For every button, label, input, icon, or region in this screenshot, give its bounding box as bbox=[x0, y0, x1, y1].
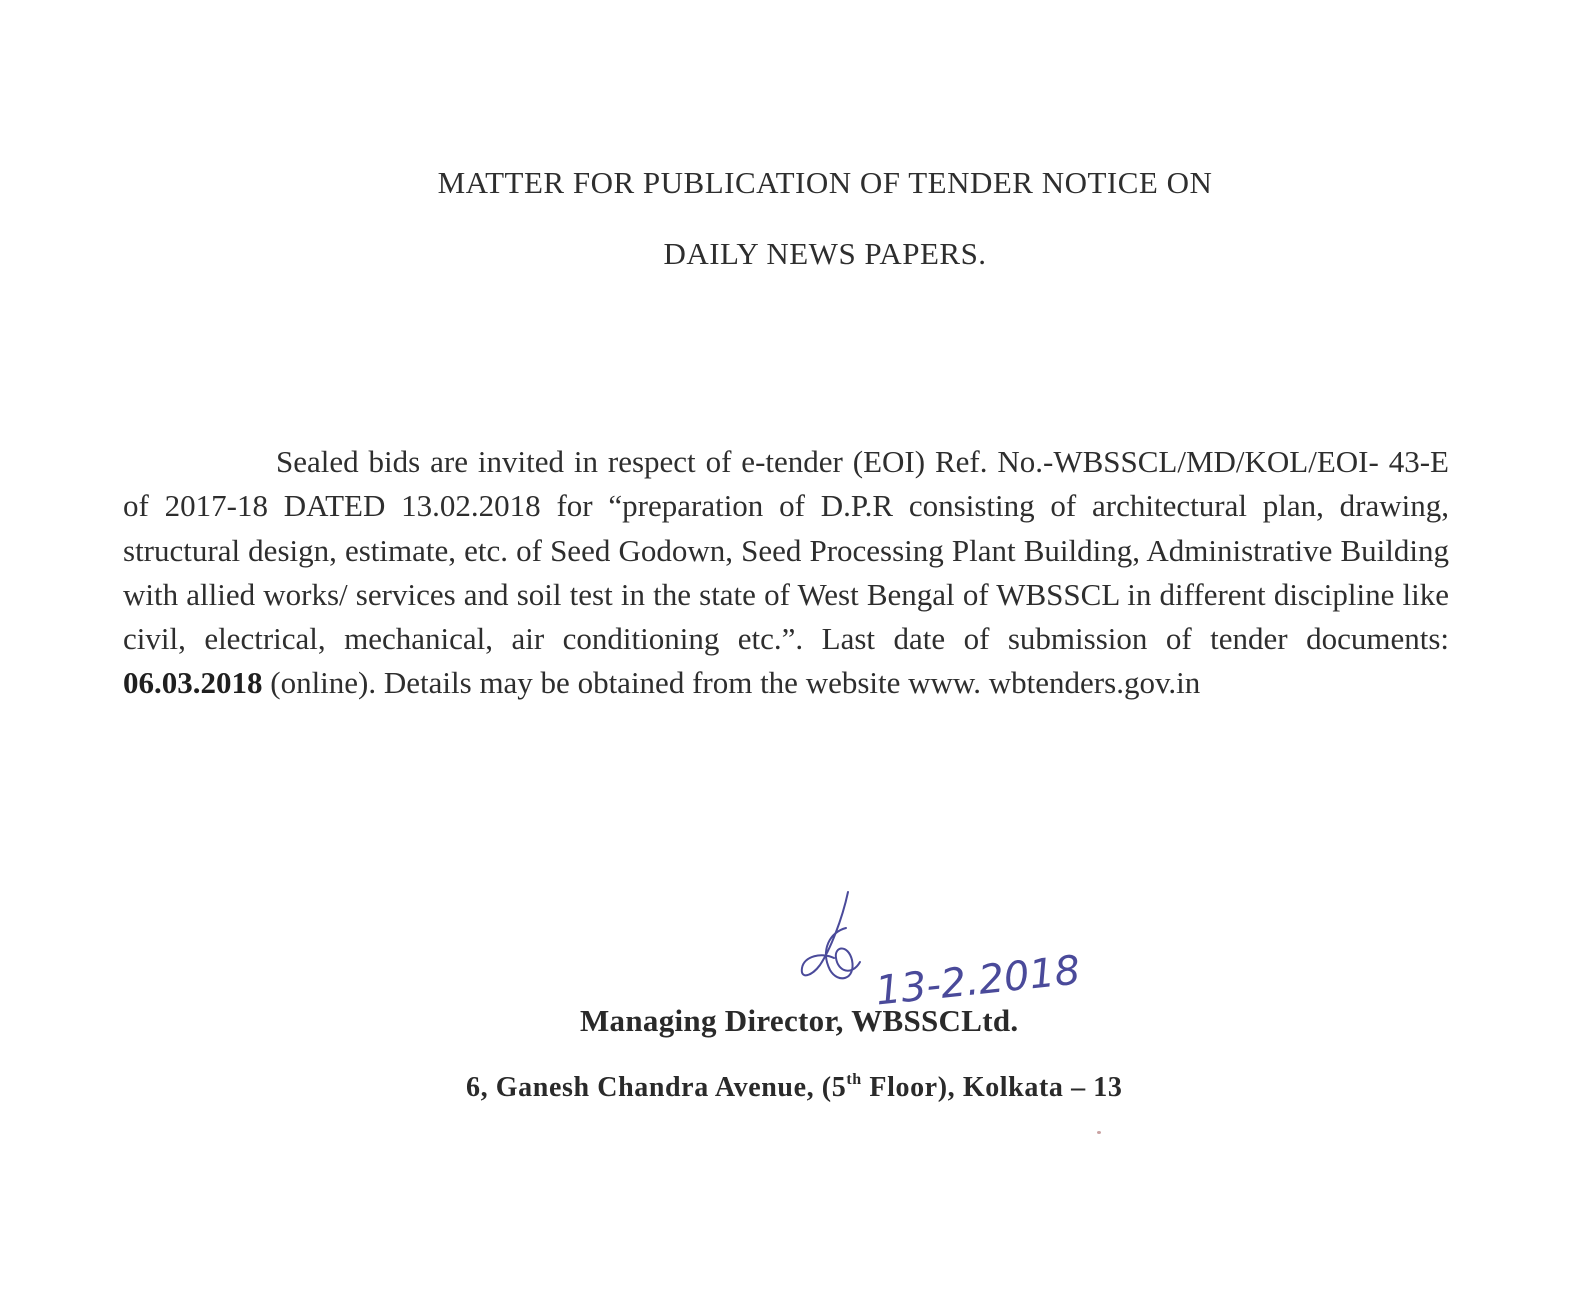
notice-body bbox=[123, 440, 1449, 706]
notice-heading-line-1: MATTER FOR PUBLICATION OF TENDER NOTICE ON bbox=[437, 165, 1213, 200]
signature-stroke-1 bbox=[802, 892, 848, 975]
signatory-title: Managing Director, WBSSCLtd. bbox=[580, 1003, 1019, 1038]
address-ordinal-suffix: th bbox=[846, 1071, 862, 1088]
notice-heading-line-2: DAILY NEWS PAPERS. bbox=[663, 236, 987, 271]
signature-drawing bbox=[790, 880, 1090, 1020]
last-submission-date: 06.03.2018 bbox=[123, 665, 263, 701]
notice-text-after-date: (online). Details may be obtained from the website www. wbtenders.gov.in bbox=[270, 665, 1201, 701]
handwritten-signature bbox=[790, 880, 1090, 1020]
scan-speck bbox=[1097, 1131, 1101, 1134]
office-address bbox=[466, 1071, 1122, 1104]
handwritten-date: 13-2.2018 bbox=[873, 947, 1083, 1015]
notice-text-before-date: Sealed bids are invited in respect of e-tender (EOI) Ref. No.-WBSSCL/MD/KOL/EOI- 43-E of 2017-18 DATED 13.02.2018 for “preparation of D.P.R consisting of architectural plan, drawing, structural design, estimate, etc. of Seed Godown, Seed Processing Plant Building, Administrative Building with allied works/ services and soil test in the state of West Bengal of WBSSCL in different discipline like civil, electrical, mechanical, air conditioning etc.”. Last date of submission of tender documents: bbox=[123, 444, 1449, 657]
address-part-2: Floor), Kolkata – 13 bbox=[861, 1072, 1123, 1103]
address-part-1: 6, Ganesh Chandra Avenue, (5 bbox=[466, 1072, 847, 1103]
signature-stroke-2 bbox=[826, 928, 860, 978]
